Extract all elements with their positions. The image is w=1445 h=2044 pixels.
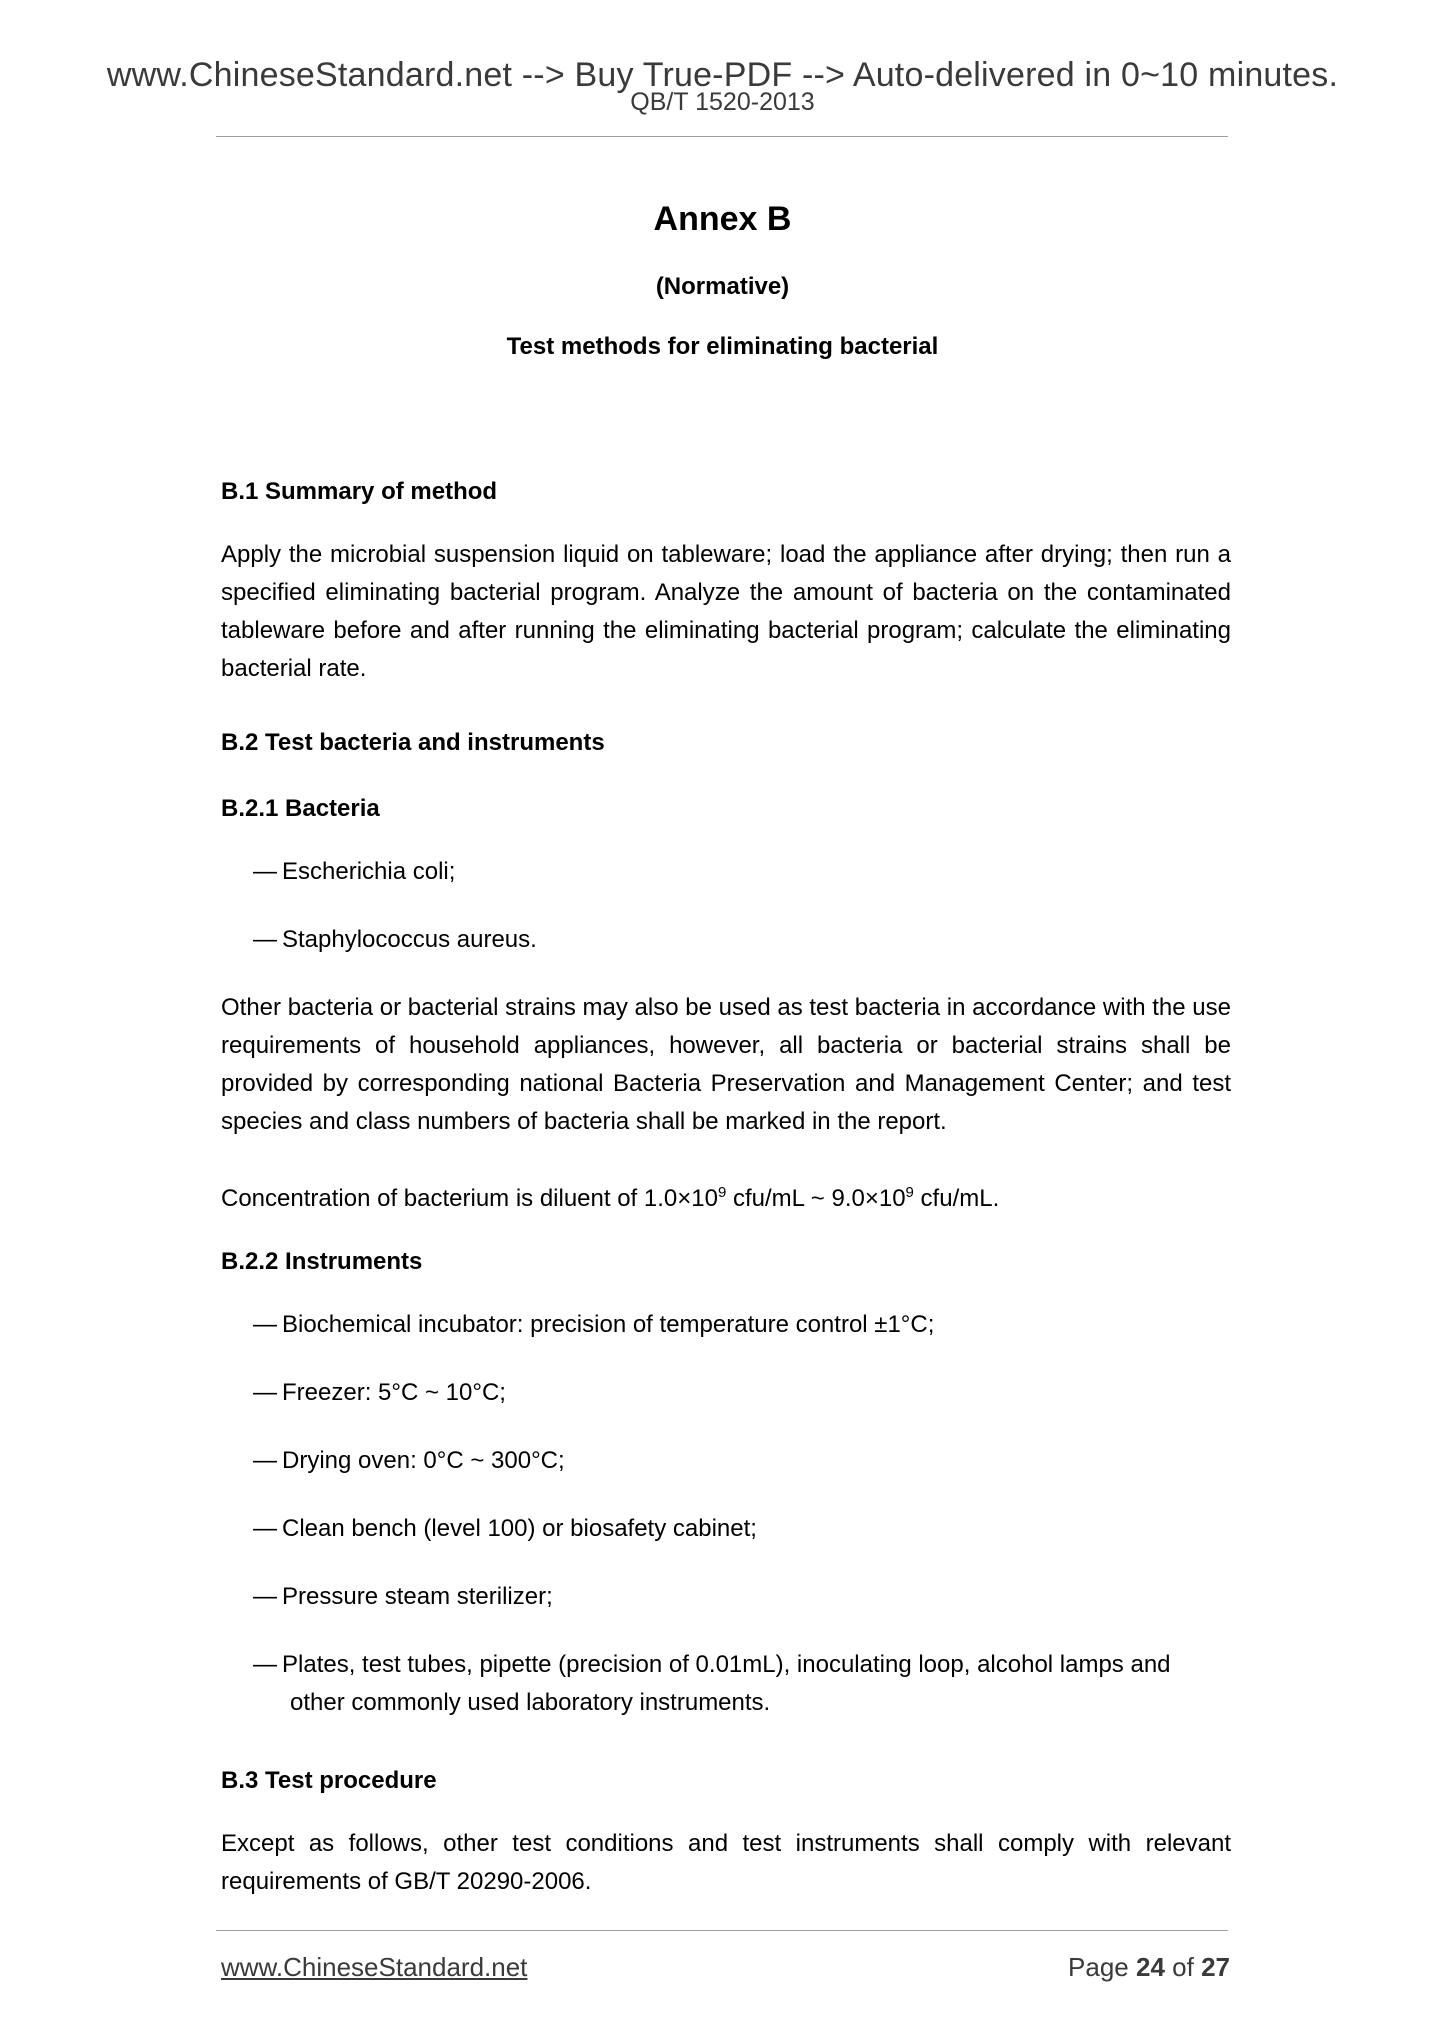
list-marker: — [253,1583,277,1610]
bacteria-item: Staphylococcus aureus. [282,926,537,953]
instrument-item: Drying oven: 0°C ~ 300°C; [282,1447,565,1474]
page-label: Page [1068,1952,1129,1982]
section-b2-heading: B.2 Test bacteria and instruments [221,729,605,756]
section-b3-paragraph: Except as follows, other test conditions and test instruments shall comply with relevant requirements of GB/T 20290-2006. [221,1830,1231,1895]
list-marker: — [253,1651,277,1678]
instrument-item-continuation: other commonly used laboratory instruments. [290,1689,771,1716]
page-number [1068,1952,1230,1983]
concentration-suffix: cfu/mL. [913,1185,1000,1212]
annex-type: (Normative) [655,273,790,300]
list-marker: — [253,926,277,953]
list-marker: — [253,1515,277,1542]
section-b1-paragraph: Apply the microbial suspension liquid on tableware; load the appliance after drying; then run a specified eliminating bacterial program. Analyze the amount of bacteria on the contaminated tableware before and after running the eliminating bacterial program; calculate the eliminating bacterial rate. [221,541,1231,682]
instrument-item: Freezer: 5°C ~ 10°C; [282,1379,506,1406]
page-total: 27 [1201,1952,1230,1982]
list-marker: — [253,858,277,885]
instrument-item: Biochemical incubator: precision of temperature control ±1°C; [282,1311,935,1338]
exponent: 9 [717,1184,727,1201]
list-item [253,1306,1231,1344]
footer-site-link[interactable]: www.ChineseStandard.net [221,1952,528,1982]
list-item [253,1646,1231,1722]
instrument-item: Plates, test tubes, pipette (precision of 0.01mL), inoculating loop, alcohol lamps and [282,1651,1171,1678]
page-of: of [1172,1952,1194,1982]
list-marker: — [253,1311,277,1338]
bacteria-item: Escherichia coli; [282,858,456,885]
annex-title: Annex B [653,200,792,238]
list-item [253,1374,1231,1412]
section-b21-paragraph: Other bacteria or bacterial strains may also be used as test bacteria in accordance with the use requirements of household appliances, however, all bacteria or bacterial strains shall be provided by corresponding national Bacteria Preservation and Management Center; and test species and class numbers of bacteria shall be marked in the report. [221,994,1231,1135]
concentration-line [221,1180,1231,1218]
page-current: 24 [1136,1952,1165,1982]
section-b1-heading: B.1 Summary of method [221,478,498,505]
instrument-item: Clean bench (level 100) or biosafety cabinet; [282,1515,757,1542]
list-item [253,921,1231,959]
list-item [253,1510,1231,1548]
section-b22-heading: B.2.2 Instruments [221,1248,423,1275]
footer-divider [216,1930,1228,1931]
header-banner: www.ChineseStandard.net --> Buy True-PDF --> Auto-delivered in 0~10 minutes. [106,56,1339,94]
standard-code: QB/T 1520-2013 [630,88,815,116]
section-b21-heading: B.2.1 Bacteria [221,795,380,822]
exponent: 9 [905,1184,914,1201]
instrument-item: Pressure steam sterilizer; [282,1583,553,1610]
list-item [253,1442,1231,1480]
list-item [253,1578,1231,1616]
section-b3-heading: B.3 Test procedure [221,1767,437,1794]
concentration-prefix: Concentration of bacterium is diluent of 1.0×10 [221,1185,718,1212]
concentration-middle: cfu/mL ~ 9.0×10 [726,1185,906,1212]
header-divider [216,136,1228,137]
list-marker: — [253,1379,277,1406]
list-item [253,853,1231,891]
annex-subject: Test methods for eliminating bacterial [506,333,939,360]
list-marker: — [253,1447,277,1474]
